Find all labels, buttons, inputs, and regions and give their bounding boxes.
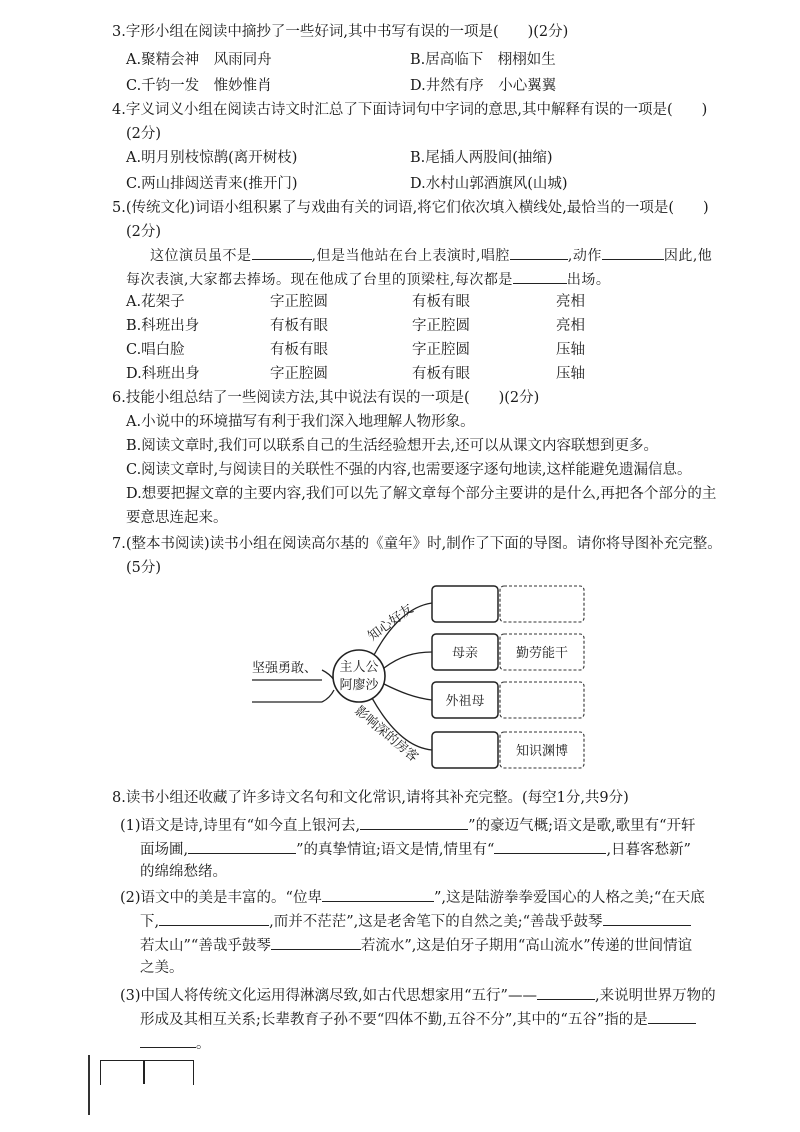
q5-passage-part1: 这位演员虽不是 xyxy=(150,248,252,264)
q5-passage-part2: ,但是当他站在台上表演时,唱腔 xyxy=(311,248,510,264)
q8-s2f: 若流水”,这是伯牙子期用“高山流水”传递的世间情谊 xyxy=(360,938,693,954)
q8-s3a: (3)中国人将传统文化运用得淋漓尽致,如古代思想家用“五行”—— xyxy=(120,988,537,1004)
q8-s1d: ”的真挚情谊;语文是情,情里有“ xyxy=(296,842,495,858)
q3-option-b: B.居高临下 栩栩如生 xyxy=(410,52,556,68)
q8-s1e: ,日暮客愁新” xyxy=(606,842,691,858)
q5-score: (2分) xyxy=(126,224,162,240)
q6-option-d: D.想要把握文章的主要内容,我们可以先了解文章每个部分主要讲的是什么,再把各个部分的主 xyxy=(126,486,717,502)
page-edge-mark xyxy=(88,1055,90,1115)
q5-option-b-label: B.科班出身 xyxy=(126,318,200,334)
mindmap-center-line1: 主人公 xyxy=(339,660,379,675)
q8-blank-1[interactable] xyxy=(360,814,468,830)
q5-passage-part3: ,动作 xyxy=(567,248,602,264)
q5-passage-part5: 每次表演,大家都去捧场。现在他成了台里的顶梁柱,每次都是 xyxy=(126,272,513,288)
mindmap-center-line2: 阿廖沙 xyxy=(339,678,379,693)
mindmap-tenant-name-box[interactable] xyxy=(432,732,498,768)
q5-option-c-label: C.唱白脸 xyxy=(126,342,185,358)
q8-s2-line4: 之美。 xyxy=(140,960,184,976)
q7-stem: 7.(整本书阅读)读书小组在阅读高尔基的《童年》时,制作了下面的导图。请你将导图补充完整。 xyxy=(112,536,722,552)
q8-blank-4[interactable] xyxy=(322,886,434,902)
q8-s2d: ,而并不茫茫”,这是老舍笔下的自然之美;“善哉乎鼓琴 xyxy=(269,914,603,930)
q4-option-c: C.两山排闼送青来(推开门) xyxy=(126,176,298,192)
q5-option-a-label: A.花架子 xyxy=(126,294,185,310)
q5-option-d-c3: 有板有眼 xyxy=(412,366,470,382)
q4-option-d: D.水村山郭酒旗风(山城) xyxy=(410,176,568,192)
q5-option-d-c4: 压轴 xyxy=(556,366,585,382)
q4-option-b: B.尾插人两股间(抽缩) xyxy=(410,150,553,166)
q5-passage-part6: 出场。 xyxy=(566,272,611,288)
footer-stamp-divider xyxy=(143,1060,145,1084)
q4-score: (2分) xyxy=(126,126,162,142)
q5-option-a-c2: 字正腔圆 xyxy=(270,294,328,310)
q8-blank-6[interactable] xyxy=(603,910,691,926)
q8-s1a: (1)语文是诗,诗里有“如今直上银河去, xyxy=(120,818,361,834)
q8-s1-line1 xyxy=(120,814,696,836)
mindmap-branch-3 xyxy=(384,684,432,700)
mindmap-grandma-desc-box[interactable] xyxy=(500,682,584,718)
q8-s2-line1 xyxy=(120,886,705,908)
q3-option-d: D.井然有序 小心翼翼 xyxy=(410,78,557,94)
q5-option-a-c3: 有板有眼 xyxy=(412,294,470,310)
mindmap-branch-bottom-label: 影响深的房客 xyxy=(351,703,421,766)
mindmap-friend-desc-box[interactable] xyxy=(500,586,584,622)
q3-option-a: A.聚精会神 风雨同舟 xyxy=(126,52,272,68)
mindmap-branch-top-label: 知心好友 xyxy=(365,601,417,645)
q6-option-b: B.阅读文章时,我们可以联系自己的生活经验想开去,还可以从课文内容联想到更多。 xyxy=(126,438,658,454)
mindmap-grandma-label: 外祖母 xyxy=(445,694,485,709)
q8-s3-line3 xyxy=(140,1032,211,1054)
mindmap-center-circle xyxy=(333,650,385,702)
mindmap-bracket-bottom xyxy=(322,690,334,702)
q5-option-c-c2: 有板有眼 xyxy=(270,342,328,358)
q8-s2c: 下, xyxy=(140,914,160,930)
q8-s1b: ”的豪迈气概;语文是歌,歌里有“开轩 xyxy=(468,818,696,834)
mindmap-bracket-top xyxy=(322,670,334,680)
q8-s3d: 。 xyxy=(196,1036,211,1052)
q3-option-c: C.千钧一发 惟妙惟肖 xyxy=(126,78,272,94)
q4-stem: 4.字义词义小组在阅读古诗文时汇总了下面诗词句中字词的意思,其中解释有误的一项是( ) xyxy=(112,102,708,118)
q5-option-a-c4: 亮相 xyxy=(556,294,585,310)
q8-s1c: 面场圃, xyxy=(140,842,189,858)
q4-option-a: A.明月别枝惊鹊(离开树枝) xyxy=(126,150,298,166)
q8-stem: 8.读书小组还收藏了许多诗文名句和文化常识,请将其补充完整。(每空1分,共9分) xyxy=(112,790,629,806)
q5-option-b-c2: 有板有眼 xyxy=(270,318,328,334)
q5-stem: 5.(传统文化)词语小组积累了与戏曲有关的词语,将它们依次填入横线处,最恰当的一项是( ) xyxy=(112,200,709,216)
q5-option-c-c4: 压轴 xyxy=(556,342,585,358)
q5-option-b-c3: 字正腔圆 xyxy=(412,318,470,334)
mindmap-tenant-desc: 知识渊博 xyxy=(515,744,569,759)
q8-s3-line1 xyxy=(120,984,716,1006)
mindmap-left-label: 坚强勇敢、 xyxy=(252,661,318,676)
q8-blank-7[interactable] xyxy=(271,934,361,950)
q8-blank-5[interactable] xyxy=(159,910,269,926)
q8-s1-line3: 的绵绵愁绪。 xyxy=(140,864,227,880)
q6-option-a: A.小说中的环境描写有利于我们深入地理解人物形象。 xyxy=(126,414,475,430)
q7-score: (5分) xyxy=(126,560,162,576)
q8-blank-8[interactable] xyxy=(537,984,595,1000)
mindmap-mother-label: 母亲 xyxy=(451,646,479,661)
q5-option-d-c2: 字正腔圆 xyxy=(270,366,328,382)
q8-blank-2[interactable] xyxy=(188,838,296,854)
q8-s1-line2 xyxy=(140,838,691,860)
q8-s2-line3 xyxy=(140,934,692,956)
q6-stem: 6.技能小组总结了一些阅读方法,其中说法有误的一项是( )(2分) xyxy=(112,390,540,406)
q8-blank-9a[interactable] xyxy=(648,1008,696,1024)
q8-s2e: 若太山”“善哉乎鼓琴 xyxy=(140,938,271,954)
q8-s3c: 形成及其相互关系;长辈教育子孙不要“四体不勤,五谷不分”,其中的“五谷”指的是 xyxy=(140,1012,648,1028)
q5-option-d-label: D.科班出身 xyxy=(126,366,200,382)
q8-s2b: ”,这是陆游拳拳爱国心的人格之美;“在天底 xyxy=(433,890,705,906)
mindmap-mother-desc: 勤劳能干 xyxy=(515,646,569,661)
q5-passage-part4: 因此,他 xyxy=(663,248,713,264)
q5-option-b-c4: 亮相 xyxy=(556,318,585,334)
q3-stem: 3.字形小组在阅读中摘抄了一些好词,其中书写有误的一项是( )(2分) xyxy=(112,24,569,40)
q8-blank-3[interactable] xyxy=(494,838,606,854)
q5-option-c-c3: 字正腔圆 xyxy=(412,342,470,358)
q8-s2-line2 xyxy=(140,910,691,932)
q6-option-c: C.阅读文章时,与阅读目的关联性不强的内容,也需要逐字逐句地读,这样能避免遗漏信息。 xyxy=(126,462,692,478)
footer-stamp-box xyxy=(100,1060,194,1085)
q8-s3-line2 xyxy=(140,1008,696,1030)
mindmap-friend-name-box[interactable] xyxy=(432,586,498,622)
q8-blank-9b[interactable] xyxy=(140,1032,196,1048)
q6-option-d-cont: 要意思连起来。 xyxy=(126,510,228,526)
q8-s3b: ,来说明世界万物的 xyxy=(594,988,716,1004)
mindmap-branch-2 xyxy=(384,652,432,668)
q8-s2a: (2)语文中的美是丰富的。“位卑 xyxy=(120,890,322,906)
